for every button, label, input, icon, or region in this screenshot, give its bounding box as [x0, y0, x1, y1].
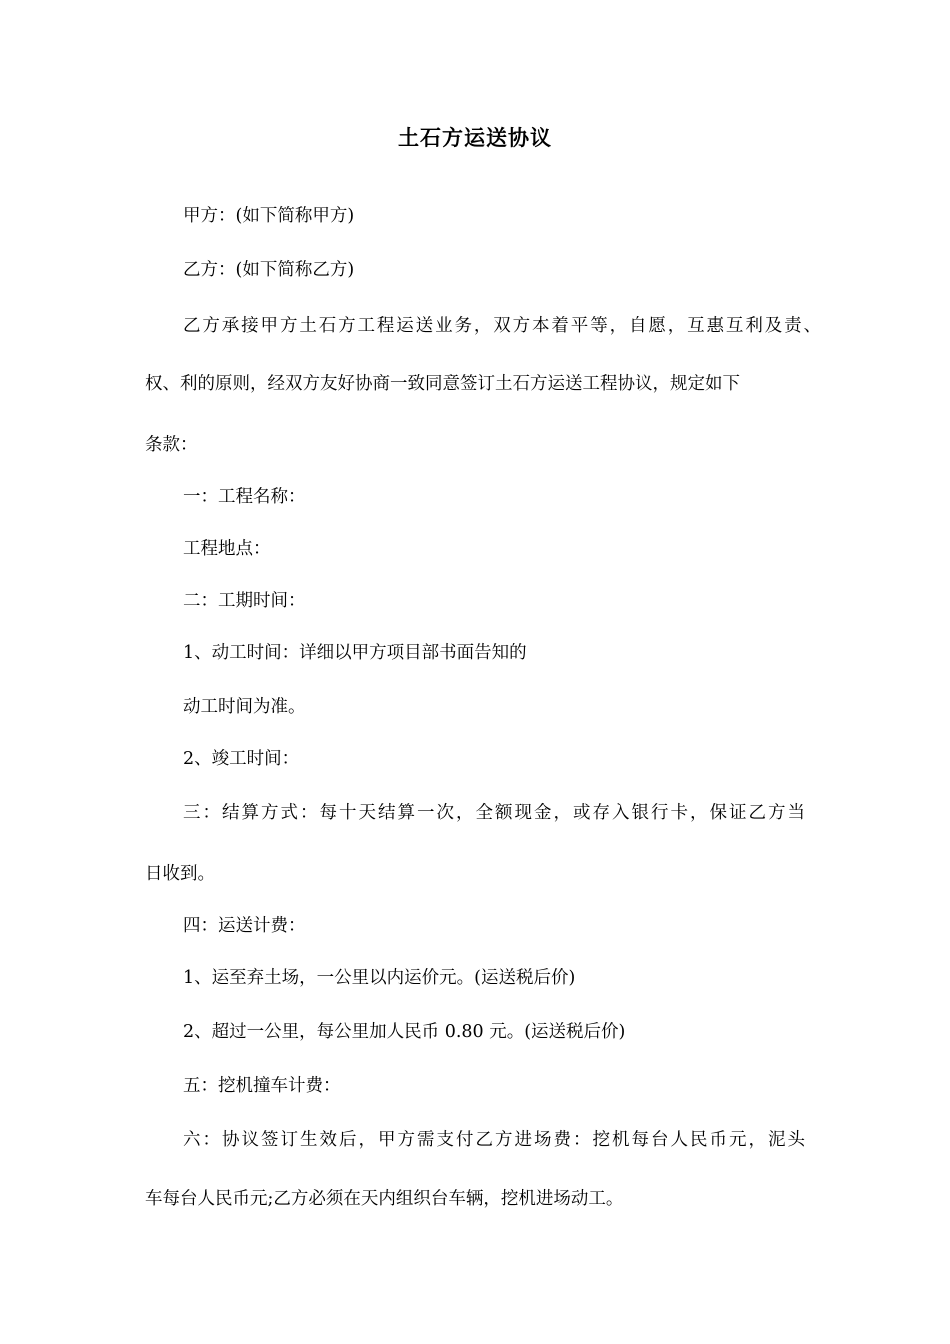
- clause-6-line-2: 车每台人民币元;乙方必须在天内组织台车辆，挖机进场动工。: [145, 1189, 624, 1209]
- document-title: 土石方运送协议: [398, 125, 552, 150]
- clause-2-heading: 二：工期时间：: [183, 591, 306, 611]
- clause-3-settlement-cont: 日收到。: [145, 864, 215, 884]
- clause-2-start-time-cont: 动工时间为准。: [183, 697, 306, 717]
- clause-6-line-1: 六：协议签订生效后，甲方需支付乙方进场费：挖机每台人民币元，泥头: [183, 1130, 805, 1150]
- preamble-line-3: 条款：: [145, 435, 198, 455]
- clause-5-heading: 五：挖机撞车计费：: [183, 1076, 341, 1096]
- clause-4-item-2: 2、超过一公里，每公里加人民币 0.80 元。(运送税后价): [183, 1022, 626, 1042]
- clause-1-project-name: 一：工程名称：: [183, 487, 306, 507]
- preamble-line-2: 权、利的原则，经双方友好协商一致同意签订土石方运送工程协议，规定如下: [145, 374, 740, 394]
- clause-1-project-location: 工程地点：: [183, 539, 271, 559]
- clause-4-item-1: 1、运至弃土场，一公里以内运价元。(运送税后价): [183, 968, 576, 988]
- clause-4-heading: 四：运送计费：: [183, 916, 306, 936]
- party-a-line: 甲方：(如下简称甲方): [183, 206, 355, 226]
- party-b-line: 乙方：(如下简称乙方): [183, 260, 355, 280]
- clause-2-start-time: 1、动工时间：详细以甲方项目部书面告知的: [183, 643, 527, 663]
- clause-2-completion-time: 2、竣工时间：: [183, 749, 300, 769]
- preamble-line-1: 乙方承接甲方土石方工程运送业务，双方本着平等，自愿，互惠互利及责、: [183, 316, 821, 336]
- clause-3-settlement: 三：结算方式：每十天结算一次，全额现金，或存入银行卡，保证乙方当: [183, 803, 805, 823]
